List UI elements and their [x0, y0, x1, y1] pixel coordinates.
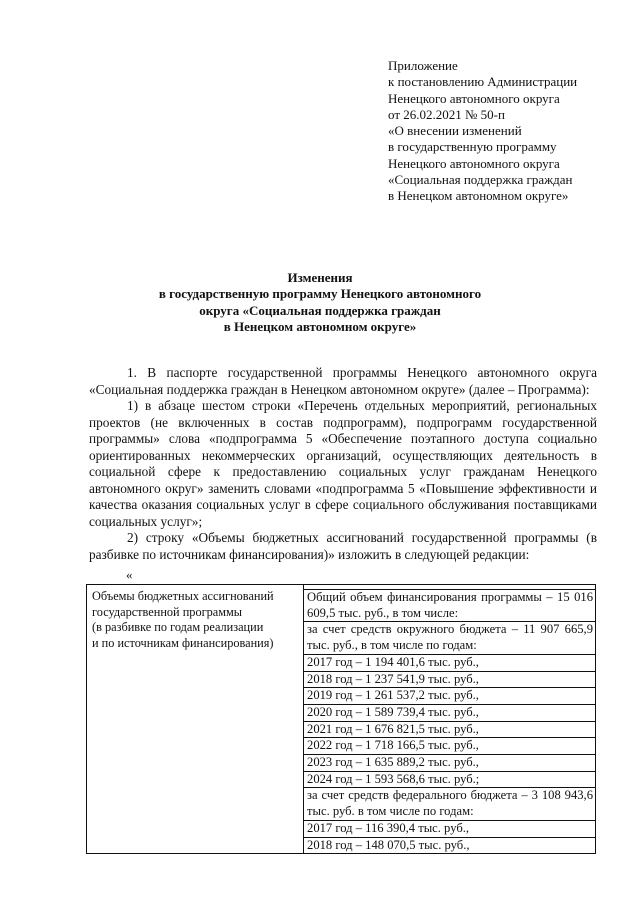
- value-line: 2023 год – 1 635 889,2 тыс. руб.,: [304, 755, 595, 772]
- appendix-line: к постановлению Администрации: [388, 74, 578, 90]
- label-line: и по источникам финансирования): [92, 635, 274, 650]
- value-line: 2020 год – 1 589 739,4 тыс. руб.,: [304, 705, 595, 722]
- title-line: округа «Социальная поддержка граждан: [199, 302, 441, 318]
- value-line: за счет средств окружного бюджета – 11 907 665,9 тыс. руб., в том числе по годам:: [304, 622, 595, 654]
- value-line: 2024 год – 1 593 568,6 тыс. руб.;: [304, 772, 595, 789]
- value-line: 2021 год – 1 676 821,5 тыс. руб.,: [304, 722, 595, 739]
- title-line: в государственную программу Ненецкого автономного: [158, 286, 482, 302]
- appendix-line: «О внесении изменений: [388, 123, 522, 139]
- value-line: 2018 год – 1 237 541,9 тыс. руб.,: [304, 672, 595, 689]
- value-line: за счет средств федерального бюджета – 3 108 943,6 тыс. руб. в том числе по годам:: [304, 788, 595, 820]
- appendix-line: Ненецкого автономного округа: [388, 90, 560, 106]
- document-title: [100, 270, 540, 335]
- paragraph-3: 2) строку «Объемы бюджетных ассигнований государственной программы (в разбивке по источникам финансирования)» изложить в следующей редакции:: [89, 530, 597, 562]
- table-cell-label: [87, 585, 304, 854]
- appendix-line: от 26.02.2021 № 50-п: [388, 106, 505, 122]
- appendix-line: в государственную программу: [388, 139, 557, 155]
- table-row: [87, 585, 596, 854]
- value-line: 2018 год – 148 070,5 тыс. руб.,: [307, 837, 470, 852]
- table-cell-values: [304, 585, 596, 854]
- value-line: Общий объем финансирования программы – 15 016 609,5 тыс. руб., в том числе:: [304, 590, 595, 622]
- value-line: 2017 год – 116 390,4 тыс. руб.,: [304, 821, 595, 838]
- label-line: (в разбивке по годам реализации: [92, 620, 264, 635]
- title-line: Изменения: [287, 270, 353, 285]
- appendix-line: Ненецкого автономного округа: [388, 155, 560, 171]
- value-line: 2022 год – 1 718 166,5 тыс. руб.,: [304, 738, 595, 755]
- value-line: 2019 год – 1 261 537,2 тыс. руб.,: [304, 688, 595, 705]
- budget-table: [86, 584, 596, 854]
- paragraph-1: 1. В паспорте государственной программы Ненецкого автономного округа «Социальная поддержка граждан в Ненецком автономном округе» (далее – Программа):: [89, 365, 597, 397]
- appendix-line: в Ненецком автономном округе»: [388, 188, 569, 204]
- appendix-line: Приложение: [388, 58, 458, 73]
- appendix-header: [388, 58, 638, 205]
- label-line: государственной программы: [92, 604, 243, 619]
- appendix-line: «Социальная поддержка граждан: [388, 172, 573, 188]
- label-line: Объемы бюджетных ассигнований: [92, 589, 274, 603]
- document-body: [89, 365, 597, 563]
- opening-quote: «: [126, 567, 133, 582]
- paragraph-2: 1) в абзаце шестом строки «Перечень отдельных мероприятий, региональных проектов (не включенных в состав подпрограмм), подпрограмм государственной программы» слова «подпрограмма 5 «Обеспечение поэтапного доступа социально ориентированных некоммерческих организаций, осуществляющих деятельность в социальной сфере к предоставлению социальных услуг гражданам Ненецкого автономного округ» заменить словами «подпрограмма 5 «Повышение эффективности и качества оказания социальных услуг в сфере социального обслуживания поставщиками социальных услуг»;: [89, 398, 597, 529]
- value-line: 2017 год – 1 194 401,6 тыс. руб.,: [304, 655, 595, 672]
- title-line: в Ненецком автономном округе»: [223, 318, 417, 334]
